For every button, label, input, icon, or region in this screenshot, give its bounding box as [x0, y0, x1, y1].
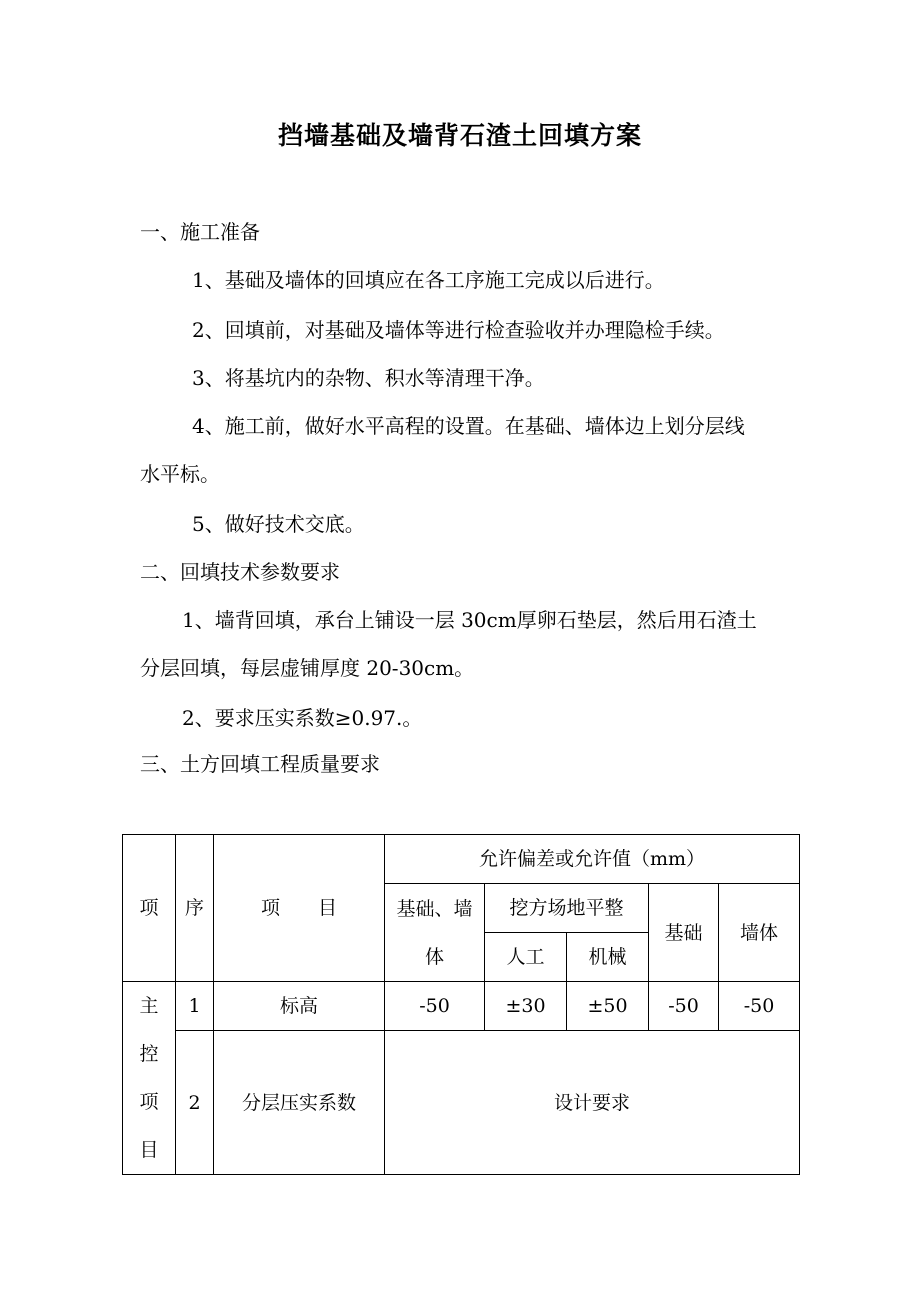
group-char: 主: [139, 995, 159, 1017]
group-label: [123, 982, 176, 1175]
row-value: ±30: [485, 982, 567, 1031]
paragraph: 2、回填前，对基础及墙体等进行检查验收并办理隐检手续。: [192, 318, 725, 342]
paragraph-continuation: 分层回填，每层虚铺厚度 20-30cm。: [140, 656, 475, 680]
row-seq: 2: [176, 1031, 214, 1175]
paragraph: 5、做好技术交底。: [192, 512, 365, 536]
header-name: 项 目: [214, 835, 385, 982]
section-heading-3: 三、土方回填工程质量要求: [140, 752, 380, 776]
row-name: 标高: [214, 982, 385, 1031]
paragraph: 2、要求压实系数≥0.97.。: [182, 706, 423, 730]
header-foundation-wall-line1: 基础、墙: [396, 897, 473, 920]
row-value: -50: [649, 982, 719, 1031]
table-row: [123, 982, 800, 1031]
paragraph-continuation: 水平标。: [140, 462, 220, 486]
row-value: ±50: [567, 982, 649, 1031]
header-machine: 机械: [567, 933, 649, 982]
page-title: 挡墙基础及墙背石渣土回填方案: [277, 121, 642, 150]
quality-requirements-table: [122, 834, 800, 1175]
paragraph: 1、基础及墙体的回填应在各工序施工完成以后进行。: [192, 268, 665, 292]
paragraph: 4、施工前，做好水平高程的设置。在基础、墙体边上划分层线: [192, 414, 745, 438]
group-char: 控: [139, 1043, 159, 1065]
group-char: 项: [139, 1091, 159, 1113]
row-value: -50: [719, 982, 800, 1031]
header-item: 项: [123, 835, 176, 982]
header-manual: 人工: [485, 933, 567, 982]
header-foundation-wall: [385, 884, 485, 982]
section-heading-1: 一、施工准备: [140, 220, 260, 244]
section-heading-2: 二、回填技术参数要求: [140, 560, 340, 584]
header-seq: 序: [176, 835, 214, 982]
header-foundation-wall-line2: 体: [424, 945, 444, 968]
table-row: [123, 1031, 800, 1175]
header-allowance: 允许偏差或允许值（mm）: [385, 835, 800, 884]
header-foundation: 基础: [649, 884, 719, 982]
row-value: -50: [385, 982, 485, 1031]
row-merged-value: 设计要求: [385, 1031, 800, 1175]
row-seq: 1: [176, 982, 214, 1031]
header-excavation: 挖方场地平整: [485, 884, 649, 933]
row-name: 分层压实系数: [214, 1031, 385, 1175]
paragraph: 3、将基坑内的杂物、积水等清理干净。: [192, 366, 545, 390]
group-char: 目: [139, 1139, 159, 1161]
paragraph: 1、墙背回填，承台上铺设一层 30cm厚卵石垫层，然后用石渣土: [182, 608, 757, 632]
header-wall: 墙体: [719, 884, 800, 982]
